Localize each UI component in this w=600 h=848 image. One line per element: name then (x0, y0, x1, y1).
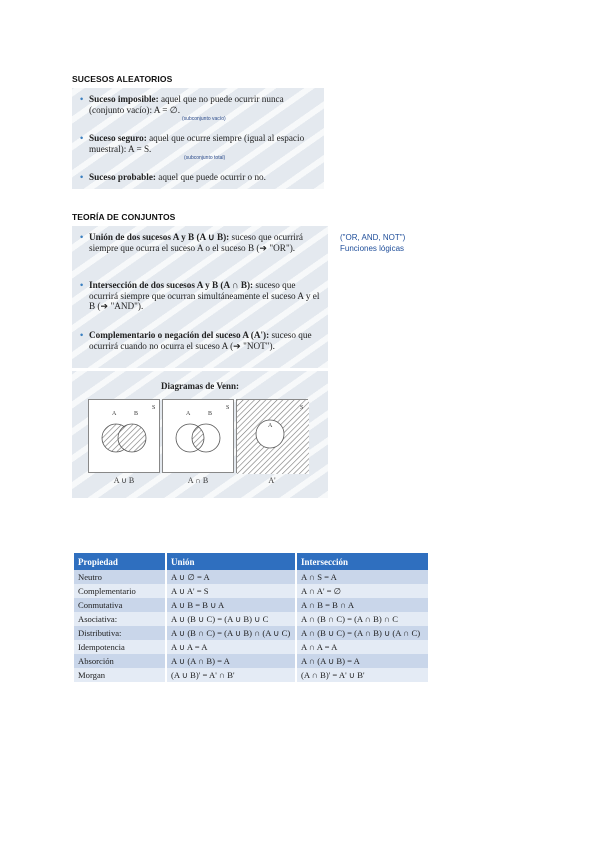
sucesos-panel (72, 88, 324, 189)
venn-complement-caption: A' (268, 476, 276, 485)
term-complementario: Complementario o negación del suceso A (A'): (89, 330, 270, 340)
cell-intersection: A ∩ (A ∪ B) = A (296, 654, 429, 668)
venn-title: Diagramas de Venn: (160, 381, 239, 391)
cell-property: Complementario (74, 584, 166, 598)
term-probable: Suceso probable: (89, 172, 156, 182)
venn-union-label-a: A (112, 411, 117, 417)
cell-property: Absorción (74, 654, 166, 668)
text-complementario: suceso que ocurrirá cuando no ocurra el suceso A (➔ "NOT"). (89, 330, 312, 351)
cell-union: A ∪ ∅ = A (166, 570, 296, 584)
properties-table (74, 553, 430, 682)
venn-intersection-caption: A ∩ B (187, 476, 209, 485)
cell-property: Conmutativa (74, 598, 166, 612)
table-row (74, 654, 429, 668)
text-interseccion: suceso que ocurrirá siempre que ocurran simultáneamente el suceso A y el B (➔ "AND"). (89, 280, 320, 311)
text-probable: aquel que puede ocurrir o no. (155, 172, 266, 182)
term-imposible: Suceso imposible: (89, 94, 159, 104)
bullet-interseccion (80, 280, 322, 312)
cell-union: (A ∪ B)' = A' ∩ B' (166, 668, 296, 682)
side-note (340, 233, 405, 254)
note-total: (subconjunto total) (184, 155, 226, 161)
cell-intersection: A ∩ (B ∪ C) = (A ∩ B) ∪ (A ∩ C) (296, 626, 429, 640)
note-vacio: (subconjunto vacío) (182, 116, 226, 122)
cell-property: Idempotencia (74, 640, 166, 654)
bullet-complementario (80, 330, 322, 351)
header-union: Unión (166, 553, 296, 570)
venn-union-label-s: S (152, 405, 156, 411)
cell-union: A ∪ A' = S (166, 584, 296, 598)
cell-property: Asociativa: (74, 612, 166, 626)
table-row (74, 584, 429, 598)
venn-panel (72, 371, 328, 498)
text-seguro: aquel que ocurre siempre (igual al espacio muestral): A = S. (89, 133, 305, 154)
term-interseccion: Intersección de dos sucesos A y B (A ∩ B): (89, 280, 254, 290)
text-imposible: aquel que no puede ocurrir nunca (conjunto vacío): A = ∅. (89, 94, 284, 115)
cell-intersection: A ∩ (B ∩ C) = (A ∩ B) ∩ C (296, 612, 429, 626)
sucesos-title: SUCESOS ALEATORIOS (72, 74, 173, 84)
side-note-funciones: Funciones lógicas (340, 243, 405, 253)
header-propiedad: Propiedad (74, 553, 166, 570)
cell-intersection: A ∩ B = B ∩ A (296, 598, 429, 612)
table-row (74, 668, 429, 682)
venn-intersection-diagram (162, 399, 234, 473)
cell-property: Distributiva: (74, 626, 166, 640)
cell-intersection: A ∩ S = A (296, 570, 429, 584)
cell-union: A ∪ B = B ∪ A (166, 598, 296, 612)
venn-union-caption: A ∪ B (113, 476, 135, 485)
cell-union: A ∪ A = A (166, 640, 296, 654)
table-header-row (74, 553, 429, 570)
conjuntos-panel (72, 226, 328, 368)
table-row (74, 626, 429, 640)
cell-union: A ∪ (B ∪ C) = (A ∪ B) ∪ C (166, 612, 296, 626)
cell-union: A ∪ (B ∩ C) = (A ∪ B) ∩ (A ∪ C) (166, 626, 296, 640)
table-row (74, 570, 429, 584)
venn-complement-label-a: A (268, 423, 273, 429)
side-note-ops: ("OR, AND, NOT") (340, 233, 406, 242)
term-seguro: Suceso seguro: (89, 133, 147, 143)
cell-intersection: A ∩ A' = ∅ (296, 584, 429, 598)
cell-property: Morgan (74, 668, 166, 682)
cell-union: A ∪ (A ∩ B) = A (166, 654, 296, 668)
table-row (74, 612, 429, 626)
table-row (74, 598, 429, 612)
bullet-union (80, 232, 322, 253)
venn-intersection-label-s: S (226, 405, 230, 411)
venn-complement-label-s: S (300, 405, 304, 411)
bullet-imposible (80, 94, 318, 115)
venn-intersection-label-b: B (208, 411, 213, 417)
cell-intersection: (A ∩ B)' = A' ∪ B' (296, 668, 429, 682)
term-union: Unión de dos sucesos A y B (A ∪ B): (89, 232, 230, 242)
bullet-seguro (80, 133, 318, 154)
bullet-probable (80, 172, 318, 183)
table-row (74, 640, 429, 654)
venn-union-diagram (88, 399, 160, 473)
venn-union-label-b: B (134, 411, 139, 417)
venn-intersection-label-a: A (186, 411, 191, 417)
venn-complement-diagram (236, 399, 308, 473)
conjuntos-title: TEORÍA DE CONJUNTOS (72, 212, 176, 222)
cell-intersection: A ∩ A = A (296, 640, 429, 654)
header-interseccion: Intersección (296, 553, 429, 570)
text-union: suceso que ocurrirá siempre que ocurra el suceso A o el suceso B (➔ "OR"). (89, 232, 303, 253)
cell-property: Neutro (74, 570, 166, 584)
